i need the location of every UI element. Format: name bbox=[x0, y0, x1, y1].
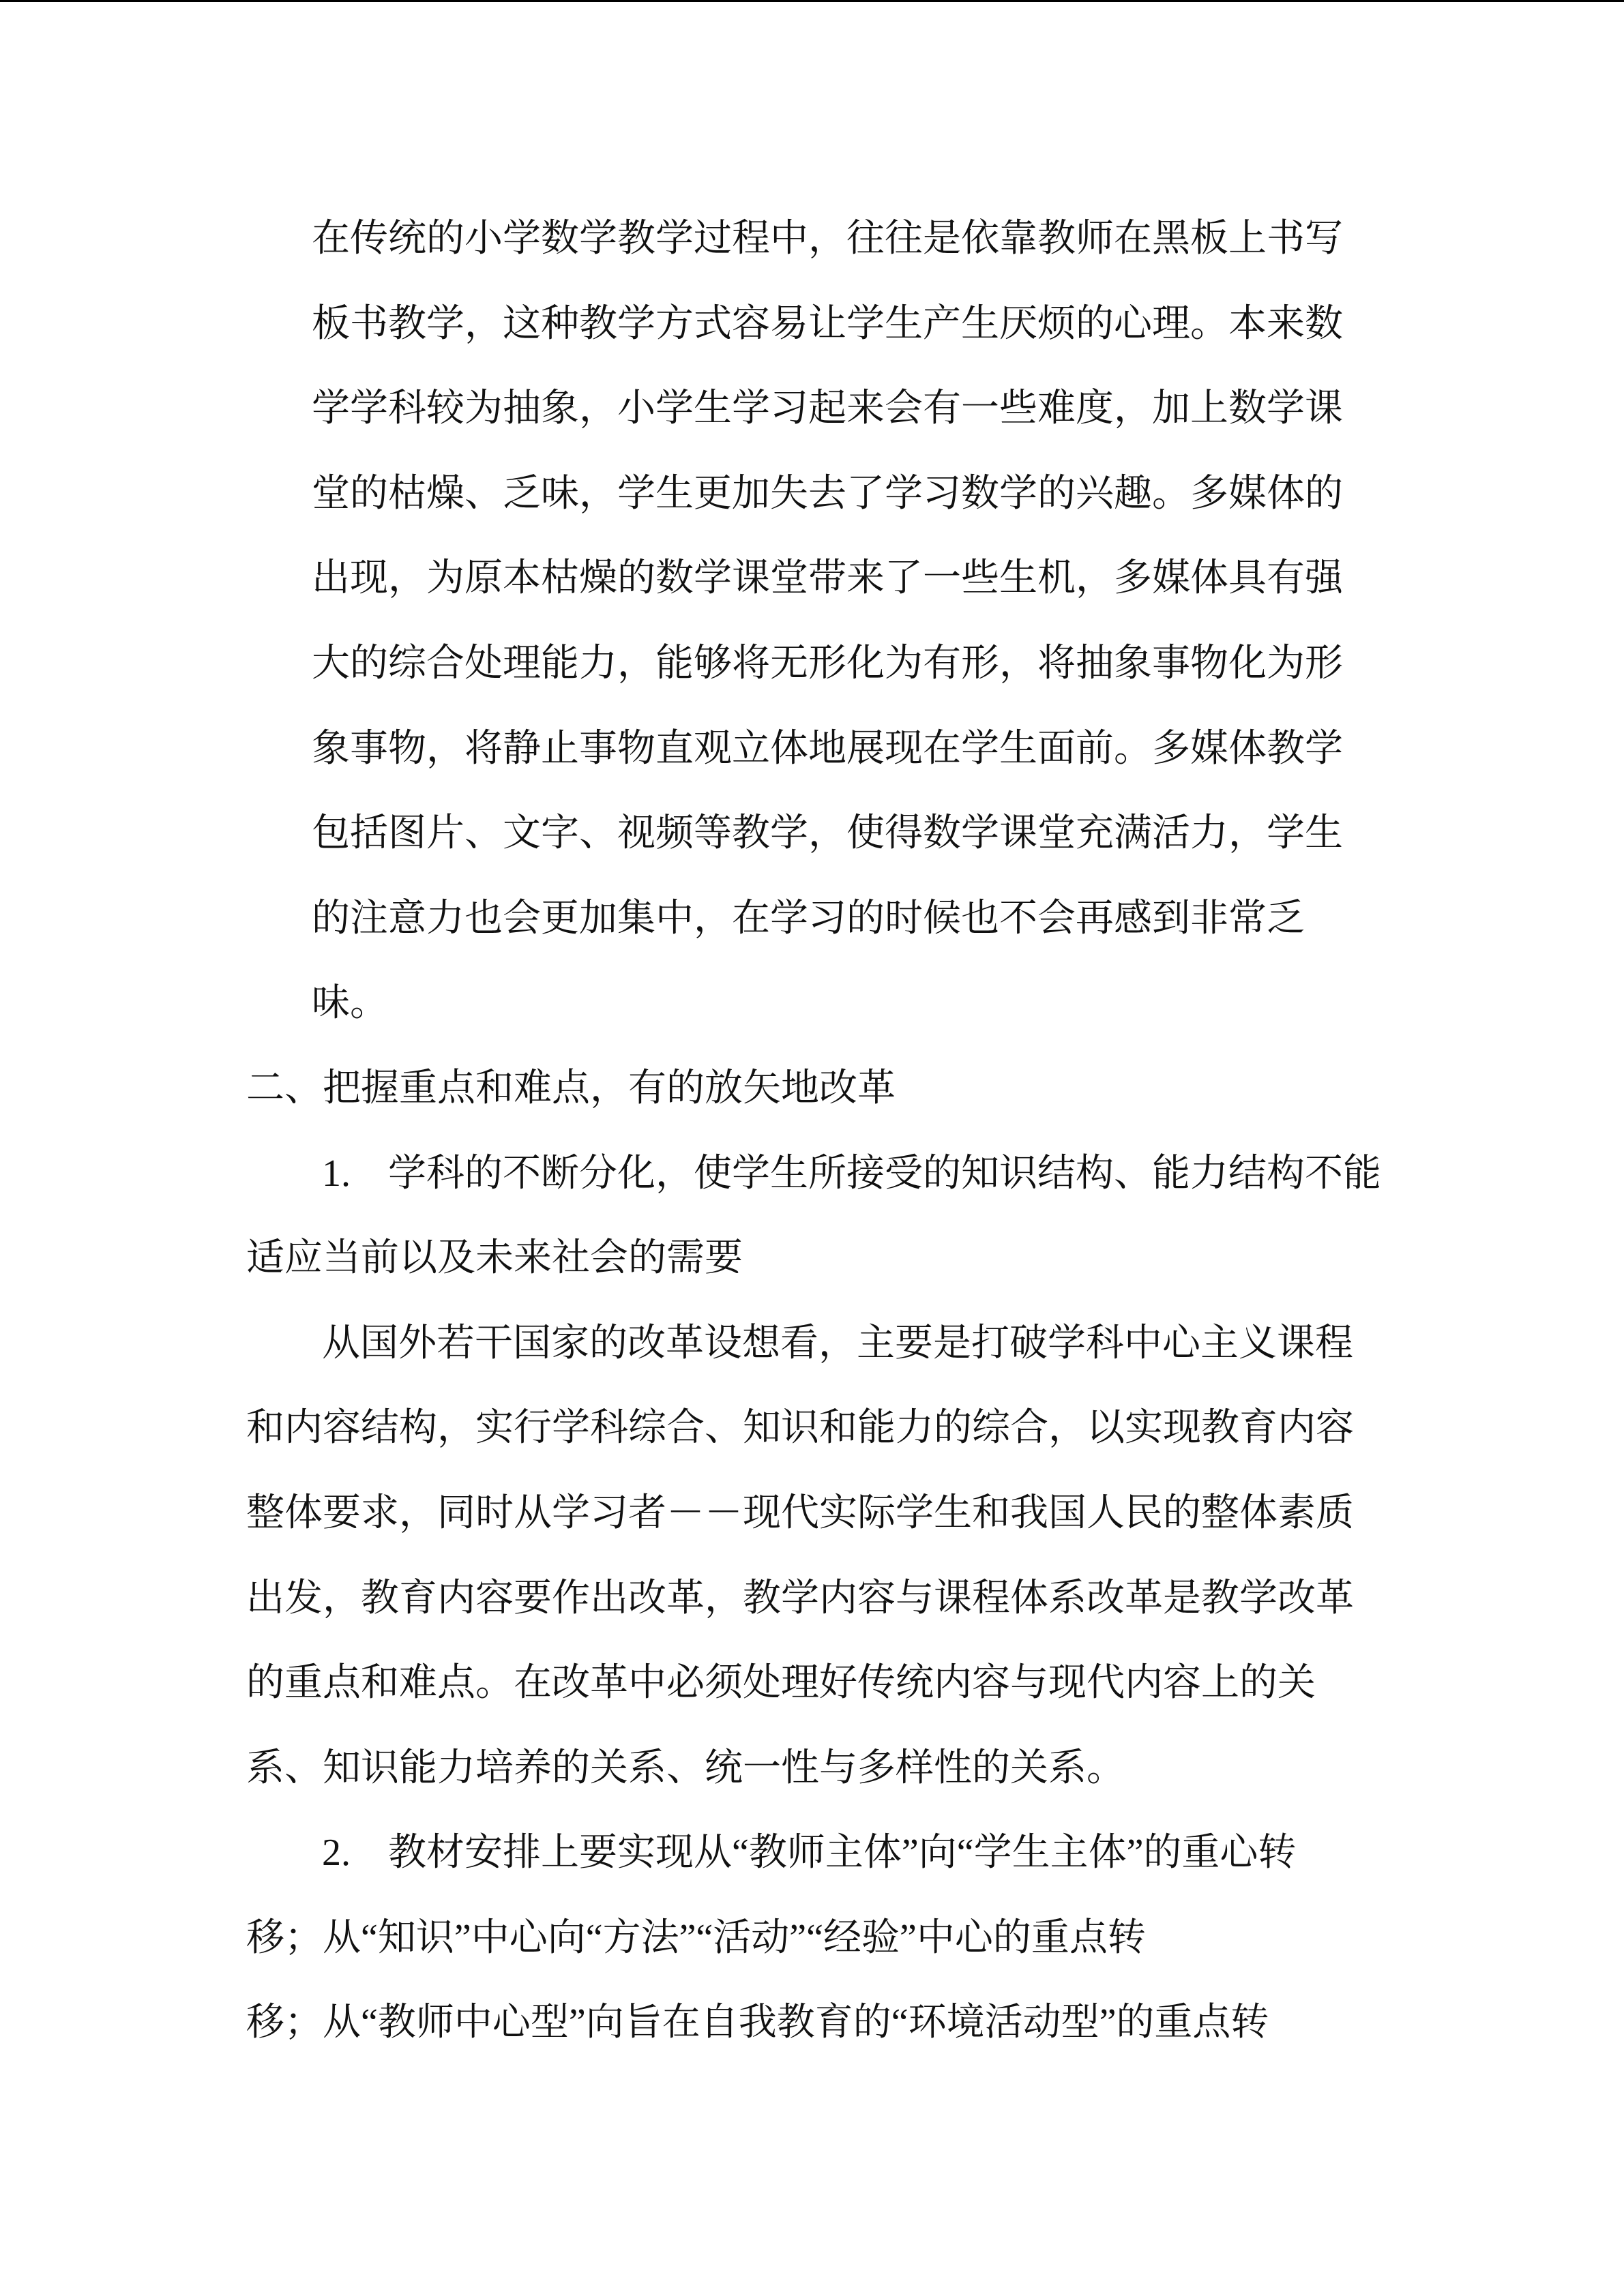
text-line: 大的综合处理能力，能够将无形化为有形，将抽象事物化为形 bbox=[312, 642, 1343, 685]
list-item-text: 教材安排上要实现从“教师主体”向“学生主体”的重心转 bbox=[388, 1832, 1297, 1875]
document-body bbox=[0, 196, 1624, 2066]
text-line: 学学科较为抽象，小学生学习起来会有一些难度，加上数学课 bbox=[312, 387, 1343, 430]
text-line: 移；从“教师中心型”向旨在自我教育的“环境活动型”的重点转 bbox=[246, 2001, 1269, 2044]
text-line: 整体要求，同时从学习者－－现代实际学生和我国人民的整体素质 bbox=[246, 1491, 1354, 1534]
text-line: 堂的枯燥、乏味，学生更加失去了学习数学的兴趣。多媒体的 bbox=[312, 472, 1343, 515]
list-number: 1. bbox=[322, 1152, 351, 1195]
text-line: 适应当前以及未来社会的需要 bbox=[246, 1237, 743, 1280]
section-heading: 二、把握重点和难点，有的放矢地改革 bbox=[246, 1067, 896, 1109]
list-item-1 bbox=[322, 1131, 1584, 1217]
text-line: 包括图片、文字、视频等教学，使得数学课堂充满活力，学生 bbox=[312, 812, 1343, 855]
text-line: 板书教学，这种教学方式容易让学生产生厌烦的心理。本来数 bbox=[312, 302, 1343, 345]
text-line: 移；从“知识”中心向“方法”“活动”“经验”中心的重点转 bbox=[246, 1916, 1146, 1959]
text-line: 系、知识能力培养的关系、统一性与多样性的关系。 bbox=[246, 1746, 1125, 1789]
list-number: 2. bbox=[322, 1832, 351, 1875]
list-item-text: 学科的不断分化，使学生所接受的知识结构、能力结构不能 bbox=[388, 1152, 1381, 1195]
page-top-border bbox=[0, 0, 1624, 2]
text-line: 和内容结构，实行学科综合、知识和能力的综合，以实现教育内容 bbox=[246, 1407, 1354, 1450]
text-line: 出发，教育内容要作出改革，教学内容与课程体系改革是教学改革 bbox=[246, 1577, 1354, 1620]
text-line: 的注意力也会更加集中，在学习的时候也不会再感到非常乏 bbox=[312, 897, 1305, 940]
text-line: 出现，为原本枯燥的数学课堂带来了一些生机，多媒体具有强 bbox=[312, 557, 1343, 600]
text-line: 象事物，将静止事物直观立体地展现在学生面前。多媒体教学 bbox=[312, 727, 1343, 770]
text-line: 在传统的小学数学教学过程中，往往是依靠教师在黑板上书写 bbox=[312, 218, 1343, 260]
text-line: 味。 bbox=[312, 982, 388, 1025]
text-line: 从国外若干国家的改革设想看，主要是打破学科中心主义课程 bbox=[322, 1322, 1353, 1365]
text-line: 的重点和难点。在改革中必须处理好传统内容与现代内容上的关 bbox=[246, 1662, 1316, 1705]
list-item-2 bbox=[322, 1810, 1584, 1896]
